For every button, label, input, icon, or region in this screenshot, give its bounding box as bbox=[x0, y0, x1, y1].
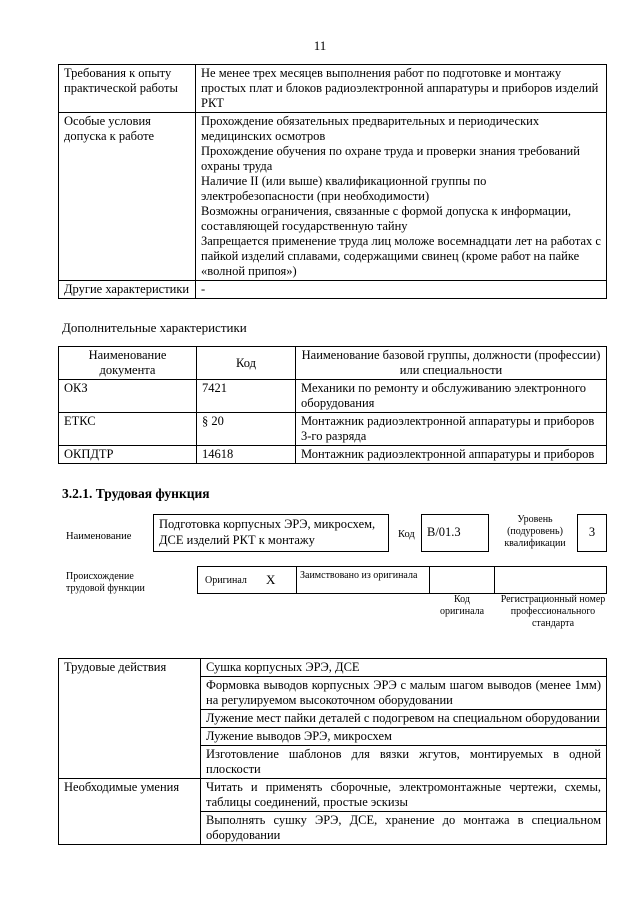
table-row bbox=[59, 65, 607, 113]
row-label: Особые условия допуска к работе bbox=[59, 113, 196, 281]
cell: ЕТКС bbox=[59, 413, 197, 446]
requirement-line: Прохождение обязательных предварительных и периодических медицинских осмотров bbox=[201, 114, 540, 143]
code-label: Код bbox=[398, 529, 415, 540]
row-label: Требования к опыту практической работы bbox=[59, 65, 196, 113]
cell: Механики по ремонту и обслуживанию электронного оборудования bbox=[296, 380, 607, 413]
table-row bbox=[59, 281, 607, 299]
original-mark: X bbox=[266, 572, 276, 587]
requirement-line: Наличие II (или выше) квалификационной группы по электробезопасности (при необходимости) bbox=[201, 174, 487, 203]
requirement-line: Прохождение обучения по охране труда и проверки знания требований охраны труда bbox=[201, 144, 580, 173]
row-value bbox=[196, 65, 607, 113]
divider bbox=[296, 566, 297, 594]
code-value: B/01.3 bbox=[421, 514, 489, 552]
level-value: 3 bbox=[577, 514, 607, 552]
registration-label: Регистрационный номер профессионального стандарта bbox=[500, 594, 606, 629]
cell: § 20 bbox=[197, 413, 296, 446]
additional-title: Дополнительные характеристики bbox=[62, 320, 247, 335]
table-header-row bbox=[59, 347, 607, 380]
requirement-line: Запрещается применение труда лиц моложе восемнадцати лет на работах с пайкой изделий сплавами, содержащими свинец (кроме работ на пайке «волной припоя») bbox=[201, 234, 601, 278]
additional-table bbox=[58, 346, 607, 464]
action-item: Лужение мест пайки деталей с подогревом на специальном оборудовании bbox=[201, 710, 607, 728]
action-item: Сушка корпусных ЭРЭ, ДСЕ bbox=[201, 659, 607, 677]
requirement-line: Не менее трех месяцев выполнения работ по подготовке и монтажу простых плат и блоков радиоэлектронной аппаратуры и приборов изделий РКТ bbox=[201, 66, 599, 110]
skill-item: Выполнять сушку ЭРЭ, ДСЕ, хранение до монтажа в специальном оборудовании bbox=[201, 812, 607, 845]
row-value bbox=[196, 113, 607, 281]
action-item: Формовка выводов корпусных ЭРЭ с малым шагом выводов (менее 1мм) на регулируемом высокоточном оборудовании bbox=[201, 677, 607, 710]
table-row bbox=[59, 380, 607, 413]
original-label: Оригинал bbox=[205, 575, 247, 586]
divider bbox=[494, 566, 495, 594]
header-cell: Наименование документа bbox=[59, 347, 197, 380]
table-row bbox=[59, 779, 607, 812]
cell: Монтажник радиоэлектронной аппаратуры и приборов bbox=[296, 446, 607, 464]
cell: ОКЗ bbox=[59, 380, 197, 413]
cell: 7421 bbox=[197, 380, 296, 413]
requirements-table bbox=[58, 64, 607, 299]
table-row bbox=[59, 446, 607, 464]
cell: ОКПДТР bbox=[59, 446, 197, 464]
skills-label: Необходимые умения bbox=[59, 779, 201, 845]
borrowed-label: Заимствовано из оригинала bbox=[300, 570, 418, 581]
origin-label: Происхождение трудовой функции bbox=[66, 571, 145, 594]
cell: 14618 bbox=[197, 446, 296, 464]
name-label: Наименование bbox=[66, 531, 132, 542]
level-label: Уровень (подуровень) квалификации bbox=[504, 514, 566, 549]
table-row bbox=[59, 113, 607, 281]
header-cell: Код bbox=[197, 347, 296, 380]
table-row bbox=[59, 413, 607, 446]
header-cell: Наименование базовой группы, должности (профессии) или специальности bbox=[296, 347, 607, 380]
page-number: 11 bbox=[313, 38, 327, 53]
function-name: Подготовка корпусных ЭРЭ, микросхем, ДСЕ изделий РКТ к монтажу bbox=[153, 514, 389, 552]
section-title: 3.2.1. Трудовая функция bbox=[62, 486, 210, 501]
table-row bbox=[59, 659, 607, 677]
code-original-label: Код оригинала bbox=[439, 594, 485, 617]
action-item: Лужение выводов ЭРЭ, микросхем bbox=[201, 728, 607, 746]
row-value: - bbox=[196, 281, 607, 299]
divider bbox=[429, 566, 430, 594]
requirement-line: Возможны ограничения, связанные с формой допуска к информации, составляющей государственную тайну bbox=[201, 204, 572, 233]
row-label: Другие характеристики bbox=[59, 281, 196, 299]
actions-label: Трудовые действия bbox=[59, 659, 201, 779]
skill-item: Читать и применять сборочные, электромонтажные чертежи, схемы, таблицы соединений, простые эскизы bbox=[201, 779, 607, 812]
actions-table bbox=[58, 658, 607, 845]
action-item: Изготовление шаблонов для вязки жгутов, монтируемых в одной плоскости bbox=[201, 746, 607, 779]
cell: Монтажник радиоэлектронной аппаратуры и приборов 3-го разряда bbox=[296, 413, 607, 446]
